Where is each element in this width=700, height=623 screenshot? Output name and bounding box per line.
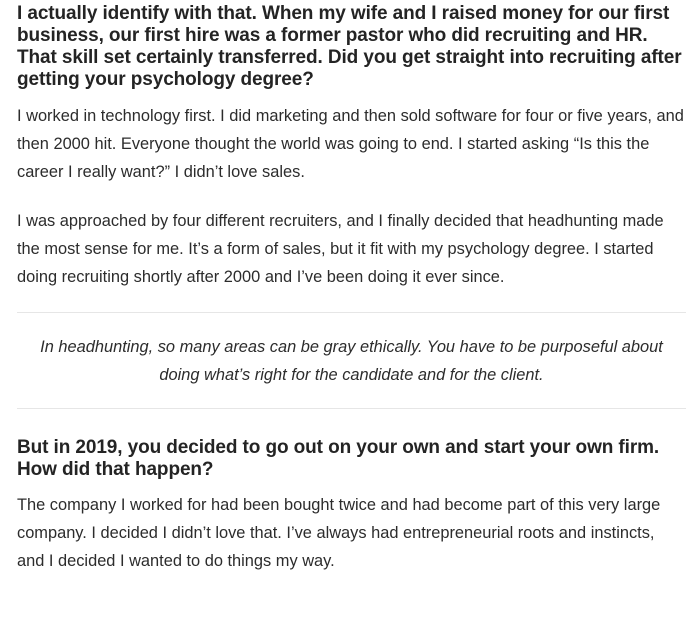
interview-question: But in 2019, you decided to go out on your own and start your own firm. How did that happen?: [17, 437, 660, 480]
interview-answer-paragraph: The company I worked for had been bought twice and had become part of this very large company. I decided I didn’t love that. I’ve always had entrepreneurial roots and instincts, and I decided I wanted to do things my way.: [17, 496, 661, 570]
section-divider: [17, 312, 686, 313]
interview-question: I actually identify with that. When my wife and I raised money for our first business, our first hire was a former pastor who did recruiting and HR. That skill set certainly transferred. Did you get straight into recruiting after getting your psychology degree?: [17, 3, 682, 90]
interview-answer-paragraph: I worked in technology first. I did marketing and then sold software for four or five years, and then 2000 hit. Everyone thought the world was going to end. I started asking “Is this the career I really want?” I didn’t love sales.: [17, 107, 684, 181]
interview-answer-paragraph: I was approached by four different recruiters, and I finally decided that headhunting made the most sense for me. It’s a form of sales, but it fit with my psychology degree. I started doing recruiting shortly after 2000 and I’ve been doing it ever since.: [17, 212, 664, 286]
pull-quote: In headhunting, so many areas can be gray ethically. You have to be purposeful about doing what’s right for the candidate and for the client.: [40, 338, 663, 384]
section-divider: [17, 408, 686, 409]
